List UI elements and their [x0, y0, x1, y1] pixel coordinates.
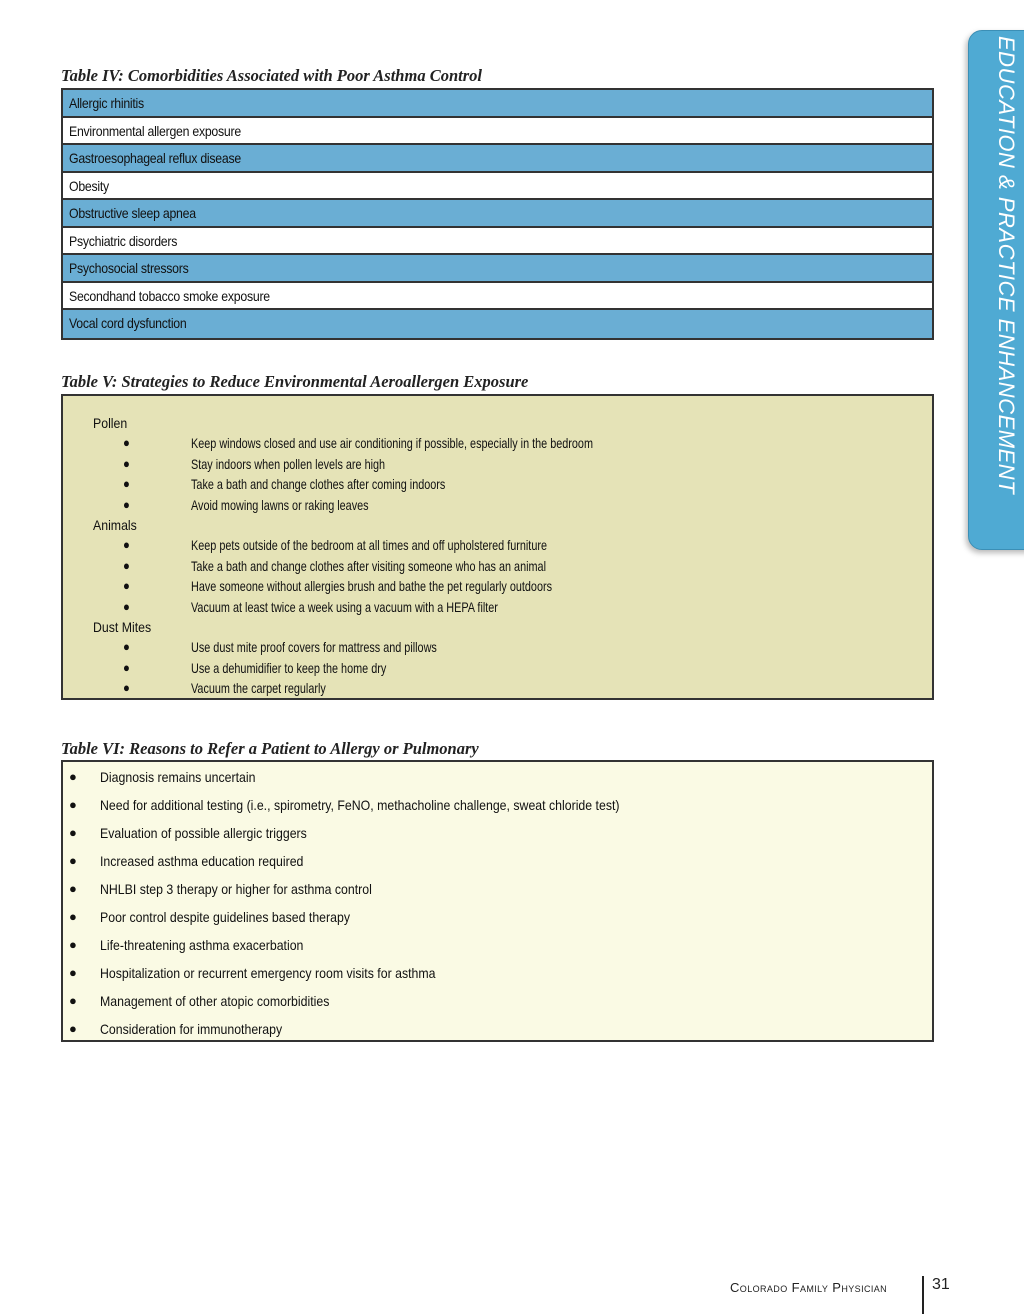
table-row [63, 228, 932, 256]
table-vi [61, 760, 934, 1042]
list-item: ● Use a dehumidifier to keep the home dry [123, 660, 387, 676]
list-item: ● Management of other atopic comorbidities [63, 989, 923, 1013]
bullet-icon: ● [123, 497, 130, 512]
table-row-label: Environmental allergen exposure [69, 122, 241, 139]
table-row-label: Psychosocial stressors [69, 260, 189, 276]
list-item: ● Evaluation of possible allergic triggers [63, 821, 923, 845]
bullet-icon: ● [123, 639, 130, 654]
table-row-label: Obstructive sleep apnea [69, 205, 196, 221]
list-item: ● NHLBI step 3 therapy or higher for asthma control [63, 877, 923, 901]
list-item: ● Have someone without allergies brush and bathe the pet regularly outdoors [123, 578, 553, 594]
table-row-label: Secondhand tobacco smoke exposure [69, 287, 270, 304]
list-item: ● Take a bath and change clothes after coming indoors [123, 476, 446, 492]
section-heading-animals: Animals [93, 517, 137, 533]
bullet-icon: ● [69, 797, 77, 812]
list-item: ● Life-threatening asthma exacerbation [63, 933, 923, 957]
list-item: ● Diagnosis remains uncertain [63, 765, 923, 789]
bullet-icon: ● [123, 476, 130, 491]
page-number: 31 [932, 1276, 950, 1293]
section-heading-pollen: Pollen [93, 415, 128, 431]
table-row [63, 90, 932, 118]
list-item: ● Hospitalization or recurrent emergency room visits for asthma [63, 961, 923, 985]
table-v [61, 394, 934, 700]
list-item: ● Need for additional testing (i.e., spirometry, FeNO, methacholine challenge, sweat chloride test) [63, 793, 923, 817]
list-item: ● Vacuum at least twice a week using a vacuum with a HEPA filter [123, 599, 498, 615]
bullet-icon: ● [69, 853, 77, 868]
table-row-label: Vocal cord dysfunction [69, 315, 187, 331]
table-row [63, 200, 932, 228]
bullet-icon: ● [123, 456, 130, 471]
section-heading-dust-mites: Dust Mites [93, 619, 152, 635]
bullet-icon: ● [123, 599, 130, 614]
table-row [63, 145, 932, 173]
table-row [63, 255, 932, 283]
publication-name: Colorado Family Physician [730, 1280, 888, 1295]
bullet-icon: ● [123, 660, 130, 675]
list-item: ● Keep windows closed and use air conditioning if possible, especially in the bedroom [123, 435, 593, 451]
bullet-icon: ● [123, 578, 130, 593]
list-item: ● Keep pets outside of the bedroom at all times and off upholstered furniture [123, 537, 547, 553]
bullet-icon: ● [69, 965, 77, 980]
table-vi-title: Table VI: Reasons to Refer a Patient to Allergy or Pulmonary [61, 739, 479, 758]
list-item: ● Stay indoors when pollen levels are high [123, 456, 386, 472]
table-row-label: Obesity [69, 177, 109, 194]
bullet-icon: ● [69, 993, 77, 1008]
list-item: ● Avoid mowing lawns or raking leaves [123, 497, 369, 513]
table-row-label: Allergic rhinitis [69, 95, 144, 111]
list-item: ● Increased asthma education required [63, 849, 923, 873]
table-row [63, 173, 932, 201]
table-iv-title: Table IV: Comorbidities Associated with Poor Asthma Control [61, 66, 482, 85]
list-item: ● Take a bath and change clothes after visiting someone who has an animal [123, 558, 546, 574]
table-row-label: Psychiatric disorders [69, 232, 178, 249]
bullet-icon: ● [69, 825, 77, 840]
bullet-icon: ● [69, 1021, 77, 1036]
bullet-icon: ● [123, 537, 130, 552]
list-item: ● Consideration for immunotherapy [63, 1017, 923, 1041]
section-side-tab-label: EDUCATION & PRACTICE ENHANCEMENT [994, 36, 1019, 495]
bullet-icon: ● [69, 909, 77, 924]
list-item: ● Poor control despite guidelines based therapy [63, 905, 923, 929]
bullet-icon: ● [123, 680, 130, 695]
list-item: ● Vacuum the carpet regularly [123, 680, 326, 696]
footer-divider [922, 1276, 924, 1314]
table-row [63, 118, 932, 146]
table-iv [61, 88, 934, 340]
bullet-icon: ● [69, 769, 77, 784]
table-v-title: Table V: Strategies to Reduce Environmental Aeroallergen Exposure [61, 372, 529, 391]
table-row [63, 310, 932, 338]
bullet-icon: ● [69, 937, 77, 952]
table-row-label: Gastroesophageal reflux disease [69, 150, 241, 166]
table-row [63, 283, 932, 311]
list-item: ● Use dust mite proof covers for mattress and pillows [123, 639, 437, 655]
bullet-icon: ● [69, 881, 77, 896]
bullet-icon: ● [123, 435, 130, 450]
bullet-icon: ● [123, 558, 130, 573]
